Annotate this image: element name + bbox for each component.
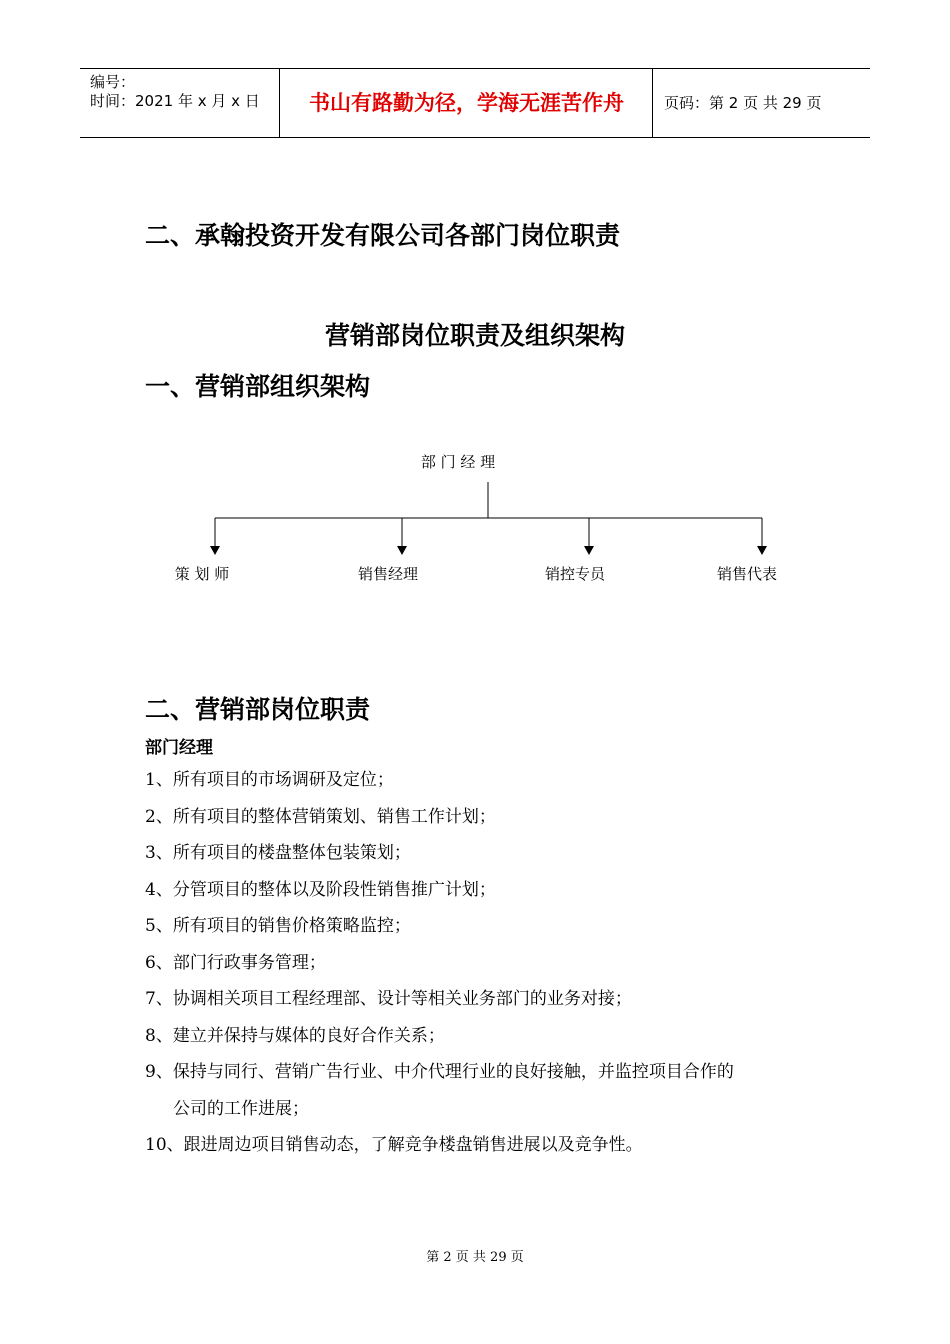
section2-heading: 二、营销部岗位职责	[145, 695, 371, 724]
arrow-down-icon	[210, 546, 220, 555]
list-item: 2、所有项目的整体营销策划、销售工作计划；	[145, 806, 496, 827]
org-node-planner: 策 划 师	[174, 565, 230, 583]
section1-heading: 一、营销部组织架构	[145, 372, 371, 401]
org-node-root: 部 门 经 理	[420, 453, 496, 471]
section-title: 营销部岗位职责及组织架构	[324, 321, 625, 350]
header-page-info: 页码：第 2 页 共 29 页	[664, 94, 822, 112]
org-node-sales-rep: 销售代表	[716, 565, 778, 583]
duties-title: 部门经理	[145, 738, 213, 758]
list-item: 8、建立并保持与媒体的良好合作关系；	[145, 1025, 445, 1046]
header-motto: 书山有路勤为径，学海无涯苦作舟	[281, 69, 653, 137]
list-item: 10、跟进周边项目销售动态，了解竞争楼盘销售进展以及竞争性。	[145, 1135, 643, 1155]
arrow-down-icon	[757, 546, 767, 555]
org-node-sales-control: 销控专员	[544, 565, 606, 583]
list-item: 9、保持与同行、营销广告行业、中介代理行业的良好接触，并监控项目合作的	[145, 1062, 734, 1082]
org-node-sales-manager: 销售经理	[357, 565, 419, 583]
list-item: 3、所有项目的楼盘整体包装策划；	[145, 843, 411, 863]
arrow-down-icon	[584, 546, 594, 555]
main-heading: 二、承翰投资开发有限公司各部门岗位职责	[145, 221, 621, 250]
header-number-label: 编号：	[90, 73, 136, 91]
org-chart	[0, 440, 950, 600]
list-item: 4、分管项目的整体以及阶段性销售推广计划；	[145, 879, 496, 900]
list-item: 1、所有项目的市场调研及定位；	[145, 770, 394, 790]
header-meta	[80, 69, 280, 137]
arrow-down-icon	[397, 546, 407, 555]
list-item: 5、所有项目的销售价格策略监控；	[145, 916, 411, 936]
duty-list	[145, 762, 825, 1164]
header-time-label: 时间：2021 年 x 月 x 日	[90, 92, 260, 110]
page-header	[80, 68, 870, 138]
page-footer: 第 2 页 共 29 页	[426, 1250, 524, 1265]
list-item-continuation: 公司的工作进展；	[173, 1098, 309, 1119]
list-item: 7、协调相关项目工程经理部、设计等相关业务部门的业务对接；	[145, 989, 632, 1009]
list-item: 6、部门行政事务管理；	[145, 952, 326, 973]
